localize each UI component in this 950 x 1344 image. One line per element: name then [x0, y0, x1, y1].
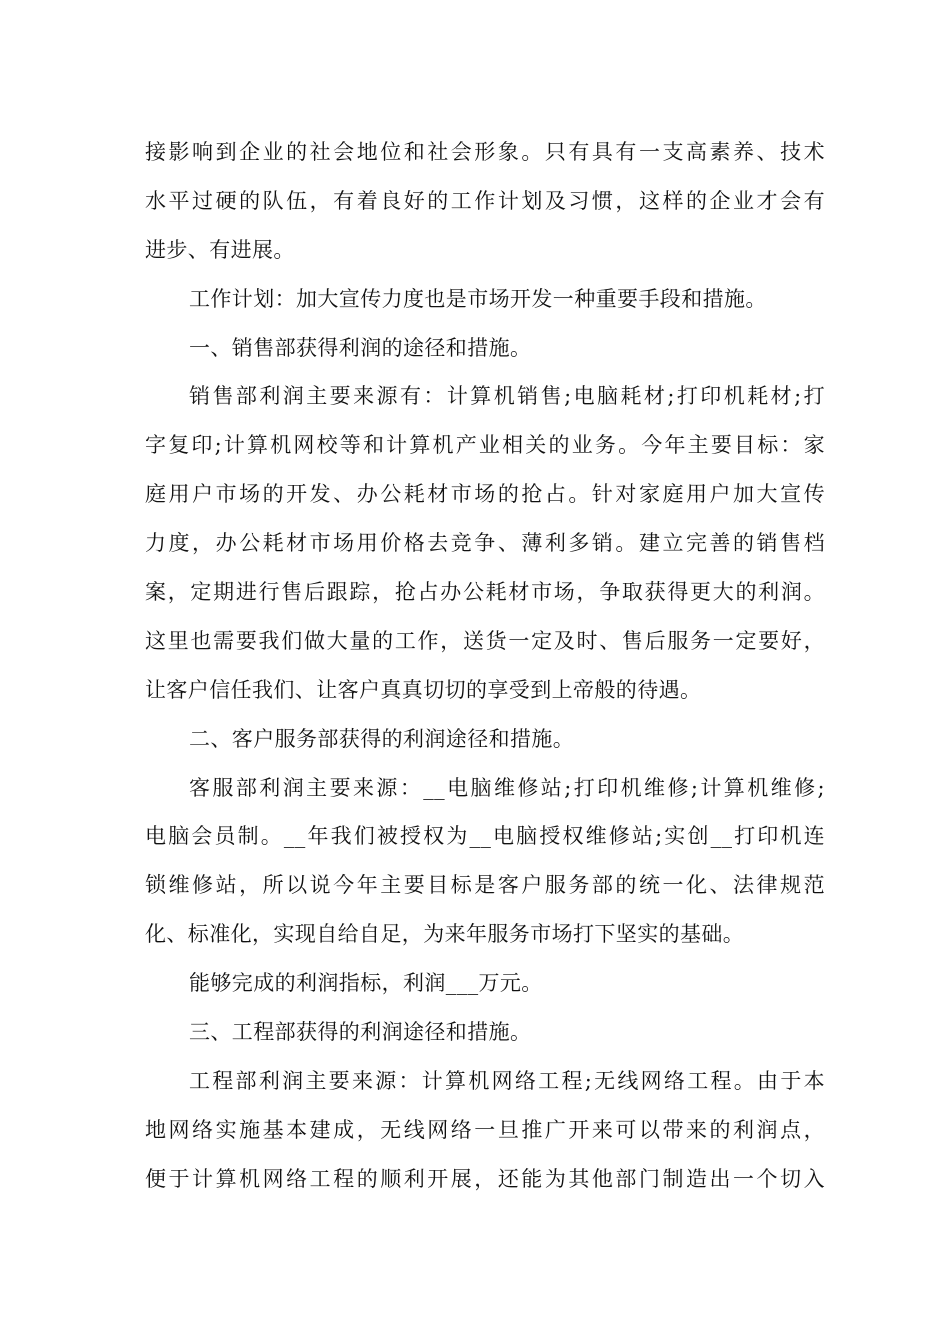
text-line: 销售部利润主要来源有：计算机销售;电脑耗材;打印机耗材;打 [189, 384, 825, 409]
text-line: 电脑会员制。__年我们被授权为__电脑授权维修站;实创__打印机连 [145, 824, 825, 849]
plan-intro-line: 工作计划：加大宣传力度也是市场开发一种重要手段和措施。 [189, 286, 767, 311]
text-line: 案，定期进行售后跟踪，抢占办公耗材市场，争取获得更大的利润。 [145, 580, 825, 605]
text-line: 地网络实施基本建成，无线网络一旦推广开来可以带来的利润点， [145, 1117, 825, 1142]
text-line: 接影响到企业的社会地位和社会形象。只有具有一支高素养、技术 [145, 140, 825, 164]
text-line: 便于计算机网络工程的顺利开展，还能为其他部门制造出一个切入 [145, 1166, 825, 1191]
text-line: 水平过硬的队伍，有着良好的工作计划及习惯，这样的企业才会有 [145, 188, 825, 213]
text-line: 庭用户市场的开发、办公耗材市场的抢占。针对家庭用户加大宣传 [145, 482, 825, 507]
section-heading-engineering: 三、工程部获得的利润途径和措施。 [189, 1020, 532, 1045]
document-body [145, 128, 825, 1204]
section-heading-sales: 一、销售部获得利润的途径和措施。 [189, 335, 532, 360]
text-line: 字复印;计算机网校等和计算机产业相关的业务。今年主要目标：家 [145, 433, 825, 458]
text-line: 让客户信任我们、让客户真真切切的享受到上帝般的待遇。 [145, 677, 702, 702]
profit-target-line: 能够完成的利润指标，利润___万元。 [189, 971, 543, 996]
text-line: 进步、有进展。 [145, 237, 295, 262]
text-line: 化、标准化，实现自给自足，为来年服务市场打下坚实的基础。 [145, 922, 745, 947]
text-line: 锁维修站，所以说今年主要目标是客户服务部的统一化、法律规范 [145, 873, 825, 898]
text-line: 工程部利润主要来源：计算机网络工程;无线网络工程。由于本 [189, 1068, 825, 1093]
text-line: 这里也需要我们做大量的工作，送货一定及时、售后服务一定要好， [145, 628, 825, 653]
text-line: 力度，办公耗材市场用价格去竞争、薄利多销。建立完善的销售档 [145, 531, 825, 556]
text-line: 客服部利润主要来源：__电脑维修站;打印机维修;计算机维修; [189, 775, 825, 800]
section-heading-customer-service: 二、客户服务部获得的利润途径和措施。 [189, 726, 575, 751]
